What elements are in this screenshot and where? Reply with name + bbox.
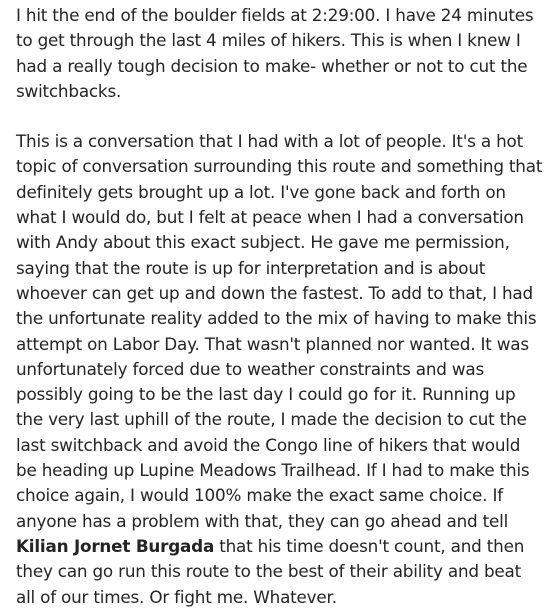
paragraph-switchback-decision: [16, 129, 544, 610]
paragraph-text-before-name: This is a conversation that I had with a lot of people. It's a hot topic of conversation surrounding this route and something that definitely gets brought up a lot. I've gone back and forth on what I would do, but I felt at peace when I had a conversation with Andy about this exact subject. He gave me permission, saying that the route is up for interpretation and is about whoever can get up and down the fastest. To add to that, I had the unfortunate reality added to the mix of having to make this attempt on Labor Day. That wasn't planned nor wanted. It was unfortunately forced due to weather constraints and was possibly going to be the last day I could go for it. Running up the very last uphill of the route, I made the decision to cut the last switchback and avoid the Congo line of hikers that would be heading up Lupine Meadows Trailhead. If I had to make this choice again, I would 100% make the exact same choice. If anyone has a problem with that, they can go ahead and tell: [16, 131, 543, 531]
paragraph-text-after-name: that his time doesn't count, and then they can go run this route to the best of their ability and beat all of our times. Or fight me. Whatever.: [16, 535, 525, 607]
bold-athlete-name: Kilian Jornet Burgada: [16, 535, 215, 556]
paragraph-boulder-fields: I hit the end of the boulder fields at 2:29:00. I have 24 minutes to get through the last 4 miles of hikers. This is when I knew I had a really tough decision to make- whether or not to cut the switchbacks.: [16, 5, 534, 101]
